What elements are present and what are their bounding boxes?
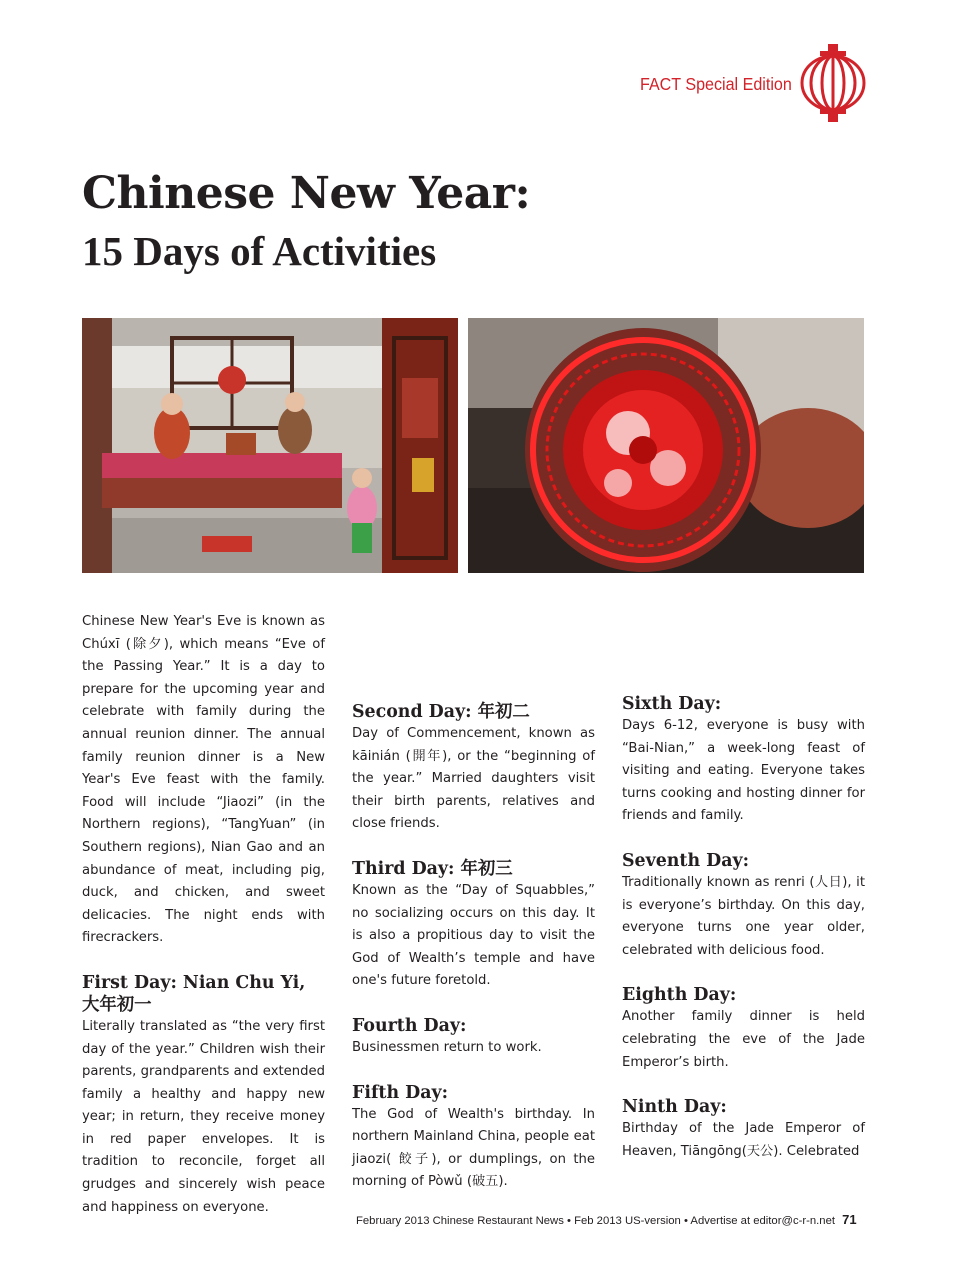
sixth-day-heading: Sixth Day: <box>622 694 722 714</box>
page-subtitle: 15 Days of Activities <box>82 228 437 274</box>
intro-paragraph: Chinese New Year's Eve is known as Chúxī (除夕), which means “Eve of the Passing Year.” It is a day to prepare for the upcoming year and celebrate with family during the annual reunion dinner. The annual family reunion dinner is a New Year's Eve feast with the family. Food will include “Jiaozi” (in the Northern regions), “TangYuan” (in Southern regions), Nian Gao and an abundance of meat, including pig, duck, and chicken, and sweet delicacies. The night ends with firecrackers. <box>82 614 325 946</box>
sixth-day-body: Days 6-12, everyone is busy with “Bai-Nian,” a week-long feast of visiting and eating. Everyone takes turns cooking and hosting dinner for friends and family. <box>622 718 865 824</box>
column-3-continuation-spacer <box>622 611 865 671</box>
fifth-day-heading: Fifth Day: <box>352 1082 449 1103</box>
ninth-day-heading: Ninth Day: <box>622 1097 727 1118</box>
photo-reunion-figurines <box>82 318 458 573</box>
column-1 <box>82 611 325 1219</box>
footer-text: February 2013 Chinese Restaurant News • Feb 2013 US-version • Advertise at editor@c-r-n.net <box>356 1215 836 1227</box>
second-day-body: Day of Commencement, known as kāinián (開年), or the “beginning of the year.” Married daughters visit their birth parents, relatives and close friends. <box>352 726 595 832</box>
column-2-continuation-spacer <box>352 611 595 679</box>
ninth-day-body: Birthday of the Jade Emperor of Heaven, Tiāngōng(天公). Celebrated <box>622 1121 865 1159</box>
first-day-body: Literally translated as “the very first day of the year.” Children wish their parents, grandparents and extended family a healthy and happy new year; in return, they receive money in red paper envelopes. It is tradition to reconcile, forget all grudges and sincerely wish peace and happiness on everyone. <box>82 1018 325 1215</box>
seventh-day-body: Traditionally known as renri (人日), it is everyone’s birthday. On this day, everyone turns one year older, celebrated with delicious food. <box>622 874 865 958</box>
seventh-day-heading: Seventh Day: <box>622 850 750 871</box>
chinese-lantern-icon <box>800 44 866 122</box>
first-day-heading: First Day: Nian Chu Yi, 大年初一 <box>82 972 306 1015</box>
page-number: 71 <box>842 1212 857 1227</box>
page-footer <box>356 1212 868 1227</box>
fourth-day-body: Businessmen return to work. <box>352 1039 542 1055</box>
third-day-body: Known as the “Day of Squabbles,” no socializing occurs on this day. It is also a propitious day to visit the God of Wealth’s temple and have one's future foretold. <box>352 882 595 989</box>
edition-label: FACT Special Edition <box>640 74 792 94</box>
eighth-day-heading: Eighth Day: <box>622 985 737 1006</box>
fifth-day-body: The God of Wealth's birthday. In northern Mainland China, people eat jiaozi( 餃子), or dumplings, on the morning of Pòwǔ (破五). <box>352 1106 595 1190</box>
column-3 <box>622 611 865 1163</box>
third-day-heading: Third Day: 年初三 <box>352 858 513 879</box>
second-day-heading: Second Day: 年初二 <box>352 702 530 722</box>
page-title: Chinese New Year: <box>82 168 531 219</box>
photo-paper-cutting <box>468 318 864 573</box>
column-2 <box>352 611 595 1194</box>
eighth-day-body: Another family dinner is held celebrating the eve of the Jade Emperor’s birth. <box>622 1009 865 1070</box>
fourth-day-heading: Fourth Day: <box>352 1015 467 1036</box>
